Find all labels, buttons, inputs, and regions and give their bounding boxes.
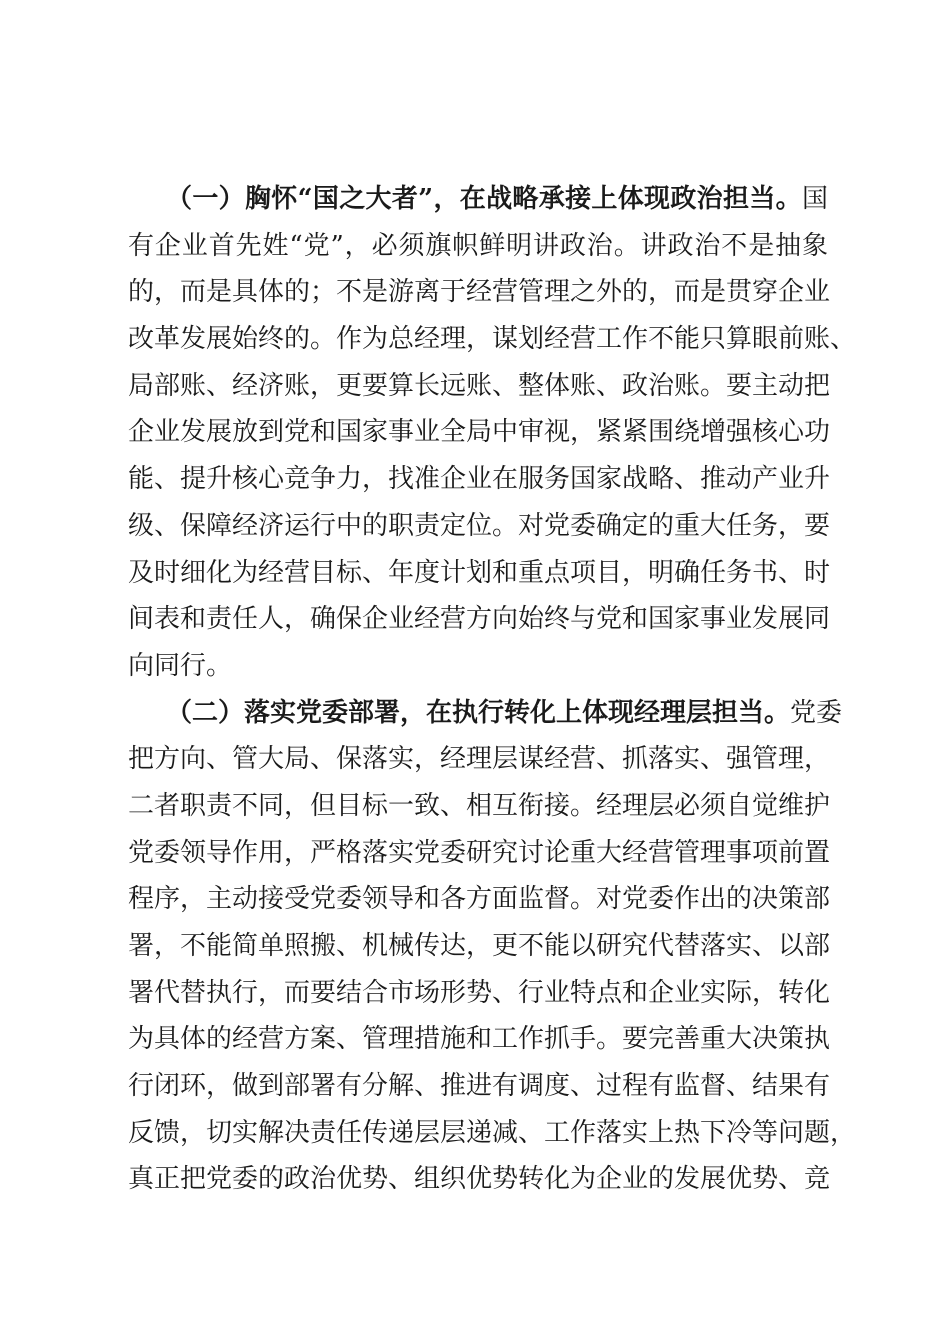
paragraph-1-line: 级、保障经济运行中的职责定位。对党委确定的重大任务，要 — [128, 510, 831, 541]
paragraph-1-line: 改革发展始终的。作为总经理，谋划经营工作不能只算眼前账、 — [128, 324, 857, 355]
paragraph-1-line: 的，而是具体的；不是游离于经营管理之外的，而是贯穿企业 — [128, 277, 831, 308]
paragraph-2-line: 为具体的经营方案、管理措施和工作抓手。要完善重大决策执 — [128, 1024, 831, 1055]
paragraph-1-line: 能、提升核心竞争力，找准企业在服务国家战略、推动产业升 — [128, 464, 831, 495]
paragraph-2-line: 行闭环，做到部署有分解、推进有调度、过程有监督、结果有 — [128, 1071, 831, 1102]
paragraph-1-line: 间表和责任人，确保企业经营方向始终与党和国家事业发展同 — [128, 604, 831, 635]
paragraph-1-first-line-rest: 国 — [801, 184, 828, 214]
paragraph-2-line: 二者职责不同，但目标一致、相互衔接。经理层必须自觉维护 — [128, 790, 831, 821]
paragraph-2-line: 反馈，切实解决责任传递层层递减、工作落实上热下冷等问题， — [128, 1117, 857, 1148]
paragraph-2-line: 真正把党委的政治优势、组织优势转化为企业的发展优势、竞 — [128, 1164, 831, 1195]
paragraph-2-line: 署，不能简单照搬、机械传达，更不能以研究代替落实、以部 — [128, 931, 831, 961]
document-body — [128, 176, 857, 1203]
paragraph-2-line: 党委领导作用，严格落实党委研究讨论重大经营管理事项前置 — [128, 837, 831, 868]
paragraph-1-line: 局部账、经济账，更要算长远账、整体账、政治账。要主动把 — [128, 370, 831, 401]
paragraph-2-heading: （二）落实党委部署，在执行转化上体现经理层担当。 — [166, 697, 791, 728]
paragraph-2-first-line-rest: 党委 — [790, 697, 843, 728]
paragraph-1-last-line: 向同行。 — [128, 650, 233, 681]
paragraph-1-heading: （一）胸怀“国之大者”，在战略承接上体现政治担当。 — [166, 184, 802, 214]
paragraph-2-line: 把方向、管大局、保落实，经理层谋经营、抓落实、强管理， — [128, 744, 831, 775]
paragraph-1-line: 有企业首先姓“党”，必须旗帜鲜明讲政治。讲政治不是抽象 — [128, 230, 828, 261]
paragraph-1-line: 企业发展放到党和国家事业全局中审视，紧紧围绕增强核心功 — [128, 417, 831, 448]
paragraph-2-line: 程序，主动接受党委领导和各方面监督。对党委作出的决策部 — [128, 884, 831, 915]
paragraph-1-line-1 — [128, 176, 828, 223]
paragraph-1-line: 及时细化为经营目标、年度计划和重点项目，明确任务书、时 — [128, 557, 831, 588]
paragraph-2-line: 署代替执行，而要结合市场形势、行业特点和企业实际，转化 — [128, 977, 831, 1008]
paragraph-2-line-1 — [128, 690, 843, 737]
